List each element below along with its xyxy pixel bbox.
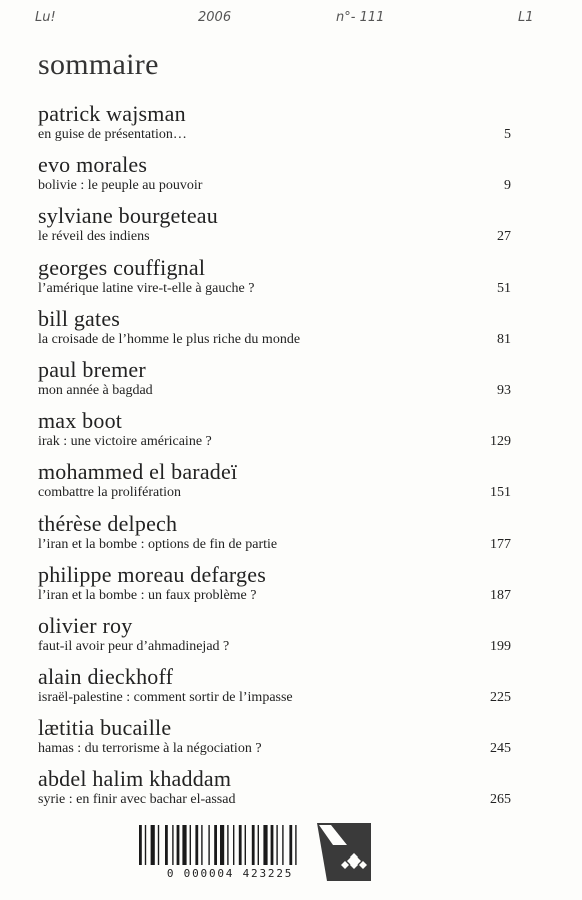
article-title: l’iran et la bombe : options de fin de partie (38, 536, 278, 552)
author-name: mohammed el baradeï (38, 459, 238, 485)
page-number: 151 (490, 485, 511, 501)
article-title: hamas : du terrorisme à la négociation ? (38, 741, 262, 757)
barcode (135, 825, 325, 883)
author-name: philippe moreau defarges (38, 561, 266, 587)
article-title: en guise de présentation… (38, 127, 187, 142)
page-number: 9 (504, 178, 511, 194)
article-title: faut-il avoir peur d’ahmadinejad ? (38, 638, 230, 654)
handwritten-note-1: Lu! (35, 10, 56, 25)
article-title: le réveil des indiens (38, 229, 150, 245)
author-name: olivier roy (38, 612, 133, 638)
author-name: patrick wajsman (38, 101, 186, 126)
article-title: la croisade de l’homme le plus riche du monde (38, 331, 301, 347)
author-name: max boot (38, 408, 123, 434)
article-title: l’amérique latine vire-t-elle à gauche ? (38, 280, 255, 296)
toc-entry (38, 101, 511, 152)
toc-entry (38, 306, 511, 357)
page-number: 51 (497, 280, 511, 296)
author-name: abdel halim khaddam (38, 766, 232, 792)
page-number: 199 (490, 638, 511, 654)
toc-entry (38, 613, 511, 664)
page-title: sommaire (38, 48, 159, 81)
toc-entry (38, 203, 511, 254)
article-title: irak : une victoire américaine ? (38, 434, 212, 450)
page-number: 265 (490, 792, 511, 808)
table-of-contents (38, 101, 511, 818)
article-title: l’iran et la bombe : un faux problème ? (38, 587, 257, 603)
author-name: alain dieckhoff (38, 664, 174, 690)
toc-entry (38, 459, 511, 510)
author-name: bill gates (38, 305, 121, 331)
toc-entry (38, 152, 511, 203)
author-name: sylviane bourgeteau (38, 203, 218, 229)
publisher-logo (317, 823, 371, 881)
toc-entry (38, 664, 511, 715)
page-number: 81 (497, 331, 511, 347)
author-name: paul bremer (38, 356, 146, 382)
toc-entry (38, 357, 511, 408)
toc-entry (38, 562, 511, 613)
toc-entry (38, 715, 511, 766)
author-name: georges couffignal (38, 254, 206, 280)
handwritten-note-2: 2006 (198, 10, 232, 25)
toc-entry (38, 255, 511, 306)
barcode-digits: 0 000004 423225 (166, 867, 294, 880)
page-number: 225 (490, 690, 511, 706)
toc-entry (38, 766, 511, 817)
page-number: 177 (490, 536, 511, 552)
toc-entry (38, 408, 511, 459)
article-title: bolivie : le peuple au pouvoir (38, 178, 203, 194)
article-title: mon année à bagdad (38, 382, 153, 398)
handwritten-note-4: L1 (518, 10, 534, 25)
article-title: syrie : en finir avec bachar el-assad (38, 792, 236, 808)
article-title: combattre la prolifération (38, 485, 182, 501)
author-name: lætitia bucaille (38, 715, 172, 741)
page-number: 93 (497, 382, 511, 398)
toc-entry (38, 511, 511, 562)
page-number: 27 (497, 229, 511, 245)
handwritten-note-3: n°- 111 (336, 10, 385, 25)
page-number: 187 (490, 587, 511, 603)
author-name: thérèse delpech (38, 510, 178, 536)
page-number: 129 (490, 434, 511, 450)
author-name: evo morales (38, 152, 148, 178)
page-number: 245 (490, 741, 511, 757)
barcode-bars (135, 825, 325, 867)
page-number: 5 (504, 127, 511, 142)
article-title: israël-palestine : comment sortir de l’impasse (38, 690, 293, 706)
